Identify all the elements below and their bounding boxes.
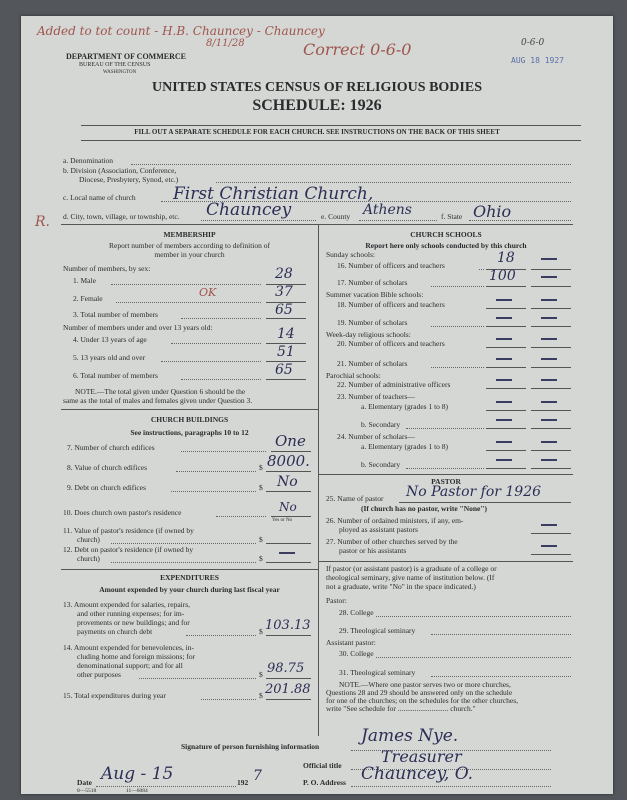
q16-value: 18 (497, 250, 515, 266)
q17-value: 100 (489, 268, 516, 284)
q28-field[interactable] (376, 616, 571, 617)
q19-label: 19. Number of scholars (337, 318, 408, 327)
q24b-field[interactable] (486, 468, 526, 469)
q31-label: 31. Theological seminary (339, 668, 416, 677)
weekday-schools-label: Week-day religious schools: (326, 330, 411, 339)
q2-value: 37 (275, 284, 293, 300)
q16-label: 16. Number of officers and teachers (337, 261, 445, 270)
r-mark: R. (35, 214, 50, 230)
q6-field[interactable] (266, 379, 306, 380)
q15-dollar: $ (259, 691, 263, 700)
q15-field[interactable] (266, 699, 311, 700)
q14-field[interactable] (266, 678, 311, 679)
denomination-label: a. Denomination (63, 156, 113, 165)
date-value: Aug - 15 (101, 764, 174, 784)
state-label: f. State (441, 212, 463, 221)
q13-label-3: provements or new buildings; and for (77, 618, 190, 627)
membership-note1: NOTE.—The total given under Question 6 should be the (75, 387, 246, 396)
city-town-label: d. City, town, village, or township, etc. (63, 212, 180, 221)
division-label-2: Diocese, Presbytery, Synod, etc.) (79, 175, 179, 184)
parochial-schools-label: Parochial schools: (326, 371, 381, 380)
membership-sub1: Report number of members according to definition of (109, 241, 270, 250)
q22-label: 22. Number of administrative officers (337, 380, 451, 389)
q14-value: 98.75 (267, 661, 305, 676)
q9-value: No (277, 474, 298, 490)
official-title-value: Treasurer (381, 747, 462, 766)
q8-label: 8. Value of church edifices (67, 463, 148, 472)
q11-dollar: $ (259, 535, 263, 544)
q8-dollar: $ (259, 463, 263, 472)
local-name-value: First Christian Church, (173, 184, 374, 204)
pastor-note-1: NOTE.—Where one pastor serves two or more churches, (339, 680, 511, 689)
pastor-sublabel: Pastor: (326, 596, 347, 605)
q7-label: 7. Number of church edifices (67, 443, 155, 452)
year-value: 7 (253, 768, 262, 784)
q13-label-4: payments on church debt (77, 627, 153, 636)
signature-label: Signature of person furnishing information (181, 742, 320, 751)
q20-label: 20. Number of officers and teachers (337, 339, 445, 348)
q24b-label: b. Secondary (361, 460, 401, 469)
membership-note2: same as the total of males and females given under Question 3. (63, 396, 253, 405)
q13-value: 103.13 (265, 618, 311, 633)
q23b-field[interactable] (486, 428, 526, 429)
q10-hint: Yes or No (272, 518, 293, 523)
q30-field[interactable] (376, 657, 571, 658)
q23b-label: b. Secondary (361, 420, 401, 429)
q24a-label: a. Elementary (grades 1 to 8) (361, 442, 449, 451)
q23-label: 23. Number of teachers— (337, 392, 415, 401)
census-schedule-sheet (21, 16, 613, 794)
pastor-note-4: write "See schedule for ........................... church." (326, 704, 476, 713)
denomination-field[interactable] (131, 164, 571, 165)
membership-title: MEMBERSHIP (163, 230, 216, 239)
q28-label: 28. College (339, 608, 374, 617)
q13-label: 13. Amount expended for salaries, repairs, (63, 600, 191, 609)
instruction-line: FILL OUT A SEPARATE SCHEDULE FOR EACH CHURCH. SEE INSTRUCTIONS ON THE BACK OF THIS SHEET (134, 128, 500, 136)
q9-field[interactable] (266, 491, 311, 492)
q10-field[interactable] (271, 516, 311, 517)
q25-note: (If church has no pastor, write "None") (361, 504, 488, 513)
department-label: DEPARTMENT OF COMMERCE (66, 52, 187, 61)
correct-mark: Correct 0-6-0 (303, 40, 412, 59)
form-number: 8—5518 (77, 788, 97, 794)
signature-value: James Nye. (361, 726, 459, 746)
city-town-value: Chauncey (206, 200, 292, 220)
buildings-title: CHURCH BUILDINGS (150, 415, 229, 424)
sunday-schools-label: Sunday schools: (326, 250, 375, 259)
q1-label: 1. Male (73, 276, 96, 285)
q8-value: 8000. (267, 452, 310, 470)
q21-label: 21. Number of scholars (337, 359, 408, 368)
q9-label: 9. Debt on church edifices (67, 483, 146, 492)
q29-label: 29. Theological seminary (339, 626, 416, 635)
q2-label: 2. Female (73, 294, 103, 303)
q3-label: 3. Total number of members (73, 310, 158, 319)
q6-label: 6. Total number of members (73, 371, 158, 380)
q24-label: 24. Number of scholars— (337, 432, 415, 441)
q10-label: 10. Does church own pastor's residence (63, 508, 182, 517)
q13-field[interactable] (266, 635, 311, 636)
graduate-instruction-2: theological seminary, give name of institution below. (If (326, 573, 495, 582)
q12-label: 12. Debt on pastor's residence (if owned by (63, 545, 194, 554)
q17-label: 17. Number of scholars (337, 278, 408, 287)
pastor-note-2: Questions 28 and 29 should be answered only on the schedule (326, 688, 513, 697)
q14-label-3: denominational support; and for all (77, 661, 183, 670)
membership-sub2: member in your church (154, 250, 225, 259)
year-prefix: 192 (237, 778, 249, 787)
q10-value: No (279, 500, 297, 514)
received-date-stamp: AUG 18 1927 (511, 56, 564, 65)
division-label: b. Division (Association, Conference, (63, 166, 177, 175)
q14-label: 14. Amount expended for benevolences, in- (63, 643, 195, 652)
q11-label-2: church) (77, 535, 100, 544)
q5-label: 5. 13 years old and over (73, 353, 146, 362)
q1-value: 28 (275, 266, 293, 282)
q5-value: 51 (277, 344, 295, 360)
q18-field[interactable] (486, 308, 526, 309)
q25-value: No Pastor for 1926 (406, 484, 542, 500)
q3-value: 65 (275, 302, 293, 318)
q12-dollar: $ (259, 554, 263, 563)
schools-sub: Report here only schools conducted by this church (365, 241, 527, 250)
county-label: e. County (321, 212, 351, 221)
sex-header: Number of members, by sex: (63, 264, 151, 273)
q11-label: 11. Value of pastor's residence (if owned by (63, 526, 194, 535)
q30-label: 30. College (339, 649, 374, 658)
city-town-field[interactable] (201, 220, 316, 221)
q19-field[interactable] (486, 326, 526, 327)
q17-field[interactable] (486, 286, 526, 287)
q23a-field[interactable] (486, 410, 526, 411)
graduate-instruction-3: not a graduate, write "No" in the space indicated.) (326, 582, 476, 591)
po-address-label: P. O. Address (303, 778, 346, 787)
date-field[interactable] (96, 786, 236, 787)
buildings-sub: See instructions, paragraphs 10 to 12 (130, 428, 249, 437)
q14-label-2: cluding home and foreign missions; for (77, 652, 196, 661)
q14-label-4: other purposes (77, 670, 121, 679)
q21-field[interactable] (486, 367, 526, 368)
q13-label-2: and other running expenses; for im- (77, 609, 185, 618)
q13-dollar: $ (259, 627, 263, 636)
po-address-value: Chauncey, O. (361, 764, 474, 784)
q9-dollar: $ (259, 483, 263, 492)
q2-ok-mark: OK (199, 286, 217, 299)
division-field[interactable] (216, 182, 571, 183)
q20-field[interactable] (486, 347, 526, 348)
q8-field[interactable] (266, 471, 311, 472)
local-name-label: c. Local name of church (63, 193, 136, 202)
q4-value: 14 (277, 326, 295, 342)
q12-label-2: church) (77, 554, 100, 563)
q7-value: One (275, 432, 306, 450)
county-field[interactable] (359, 220, 437, 221)
assistant-pastor-sublabel: Assistant pastor: (326, 638, 376, 647)
q27-label: 27. Number of other churches served by the (326, 537, 458, 546)
q26-label: 26. Number of ordained ministers, if any, em- (326, 516, 464, 525)
state-value: Ohio (473, 202, 512, 221)
bureau-label: BUREAU OF THE CENSUS (79, 62, 151, 68)
expenditures-title: EXPENDITURES (160, 573, 219, 582)
q26-field[interactable] (531, 533, 571, 534)
summer-schools-label: Summer vacation Bible schools: (326, 290, 424, 299)
county-value: Athens (363, 202, 412, 218)
q25-label: 25. Name of pastor (326, 494, 384, 503)
q15-label: 15. Total expenditures during year (63, 691, 166, 700)
schedule-title: SCHEDULE: 1926 (252, 97, 382, 114)
expenditures-sub: Amount expended by your church during last fiscal year (99, 585, 280, 594)
q27-field[interactable] (531, 554, 571, 555)
pastor-note-3: for one of the churches; on the schedules for the other churches, (326, 696, 519, 705)
handwritten-annotation: Added to tot count - H.B. Chauncey - Chauncey (37, 24, 325, 38)
graduate-instruction-1: If pastor (or assistant pastor) is a graduate of a college or (326, 564, 497, 573)
official-title-label: Official title (303, 761, 342, 770)
q29-field[interactable] (431, 634, 571, 635)
q27-label-2: pastor or his assistants (339, 546, 407, 555)
schools-title: CHURCH SCHOOLS (410, 230, 482, 239)
q4-label: 4. Under 13 years of age (73, 335, 147, 344)
date-label: Date (77, 778, 92, 787)
q12-field[interactable] (266, 562, 311, 563)
city-label: WASHINGTON (103, 70, 137, 75)
q24a-field[interactable] (486, 450, 526, 451)
q15-value: 201.88 (265, 682, 311, 697)
q23a-label: a. Elementary (grades 1 to 8) (361, 402, 449, 411)
po-address-field[interactable] (351, 786, 551, 787)
form-title: UNITED STATES CENSUS OF RELIGIOUS BODIES (151, 80, 482, 95)
q6-value: 65 (275, 362, 293, 378)
q11-field[interactable] (266, 543, 311, 544)
q3-field[interactable] (266, 318, 306, 319)
pastor-title: PASTOR (431, 477, 461, 486)
q22-field[interactable] (486, 388, 526, 389)
q31-field[interactable] (431, 676, 571, 677)
q18-label: 18. Number of officers and teachers (337, 300, 445, 309)
q26-label-2: ployed as assistant pastors (339, 525, 418, 534)
q25-field[interactable] (399, 502, 571, 503)
form-code: 11—6084 (126, 788, 148, 794)
age-header: Number of members under and over 13 years old: (63, 323, 213, 332)
q14-dollar: $ (259, 670, 263, 679)
annotation-date: 8/11/28 (206, 38, 245, 49)
corner-code: 0-6-0 (521, 38, 545, 48)
